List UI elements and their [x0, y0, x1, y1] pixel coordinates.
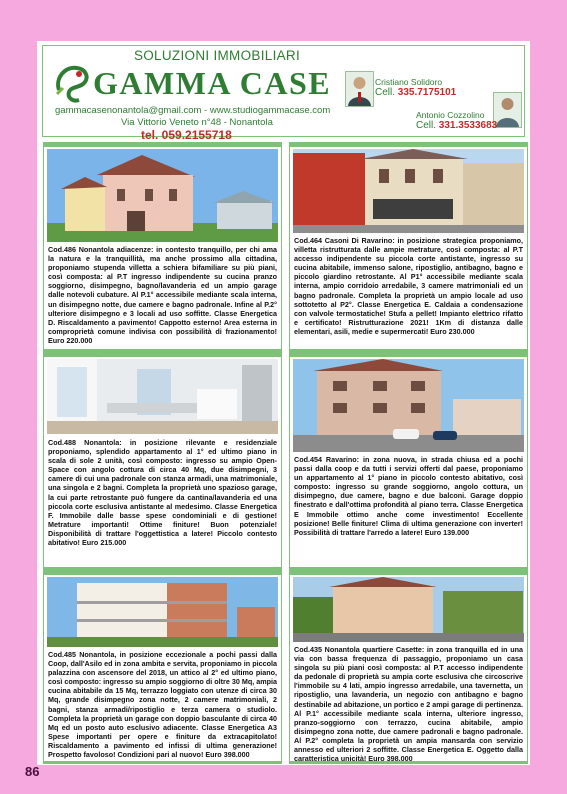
agency-subtitle: SOLUZIONI IMMOBILIARI: [133, 48, 301, 63]
agent-cell-label: Cell.: [375, 87, 396, 98]
listing-text: in contesto tranquillo, per chi ama la natura e la tranquillità, ma anche prossimo alla cittadina, proponiamo stupenda villetta a schiera bifamiliare su più piani, così composta: al P.T ingresso indipendente su cucina pranzo soggiorno, disimpegno, bagno/lavanderia ed un ampio garage dalle notevoli cubature. Al P.1° accessibile mediante scala interna, un disimpegno notte, due camere e bagno padronale. Infine al P.2° ulteriore disimpegno e 3 locali ad uso soffitte. Classe Energetica D. Riscaldamento a pavimento! Cappotto esterno! Area esterna in comproprietà comune indivisa con possibilità di frazionamento! Euro 220.000: [48, 245, 278, 345]
listing-description: [48, 438, 277, 547]
listing-card[interactable]: [289, 570, 528, 764]
listing-description: [48, 245, 277, 345]
agent-photo-avatar: [345, 71, 374, 107]
listing-text: in posizione eccezionale a pochi passi dalla Coop, dall'Asilo ed in zona ambita e servita, proponiamo in piccola palazzina con ascensore del 2018, un attico al 2° ed ultimo piano, così composto: ingresso su ampio soggiorno di oltre 30 Mq, ampia cucina abitabile da 15 Mq, terrazzo loggiato con utenze di circa 30 Mq, grande disimpegno zona notte, 2 camere matrimoniali, 2 bagni, stanza armadi/ripostiglio e terza camera o studiolo. Completa la proprietà un garage con doppio basculante di circa 40 Mq ed un posto auto esclusivo adiacente. Classe Energetica A3 Spese importanti per opere e finiture da extracapitolato! Riscaldamento a pavimento ed infissi di ultima generazione! Prospetto favoloso! Condizioni pari al nuovo! Euro 398.000: [48, 650, 277, 760]
chameleon-logo-icon: [53, 60, 91, 104]
agent-name: Cristiano Solidoro: [375, 77, 443, 87]
listing-code: Cod.454 Ravarino:: [294, 455, 360, 464]
listing-code: Cod.464 Casoni Di Ravarino:: [294, 236, 395, 245]
listing-card[interactable]: [43, 352, 282, 570]
listing-text: in zona tranquilla ed in una via con bassa frequenza di passaggio, proponiamo un casa singola su più piani così composta: al P.T accesso indipendente da pedonale di proprietà su ampia corte esclusiva che circoscrive l'immobile su 4 lati, ampio ingresso arredabile, una tavernetta, un ripostiglio, una lavanderia, un negozio con antibagno e bagno destinabile ad abitazione, un portico e 2 ampi garage di pertinenza. Al P.1° accessibile mediante scala interna, ulteriore ingresso, pranzo-soggiorno con terrazzo, cucina abitabile, ampio disimpegno zona notte, due camere padronali e bagno padronale. Al P.2° completa la proprietà un ampia mansarda con servizio annesso ed ulteriori 2 soffitte. Classe Energetica E. Oggetto dalla caratteristica unicità! Euro 398.000: [294, 645, 523, 764]
flyer-page: [37, 41, 530, 765]
agency-header: [42, 45, 525, 142]
listing-photo: [47, 577, 278, 647]
listing-description: [294, 645, 523, 763]
listing-card[interactable]: [43, 142, 282, 352]
agent-cell-number: 331.3533683: [438, 120, 498, 131]
listing-text: in posizione rilevante e residenziale proponiamo, splendido appartamento al 1° ed ultimo piano in scala di sole 2 unità, così composto: ingresso su ampio Open-Space con angolo cottura di circa 40 Mq, due disimpegni, 3 camere di cui una padronale con stanza armadi, una matrimoniale, una singola e 2 bagni. Completa la proprietà uno spazioso garage, la cui parte retrostante può fungere da cantina/lavanderia ed una piccola corte esclusiva antistante al medesimo. Classe Energetica F. Immobile dalle basse spese condominiali e di gestione! Metrature importanti! Ottime finiture! Buon potenziale! Disponibilità di trattare l'oggettistica a latere! Piccolo contesto abitativo! Euro 215.000: [48, 438, 277, 548]
listing-photo: [47, 149, 278, 242]
listing-photo: [293, 149, 524, 233]
listing-text: in posizione strategica proponiamo, villetta ristrutturata dalle ampie metrature, così composta: al P.T accesso indipendente su piccola corte antistante, ingresso su cucina abitabile, immenso salone, ripostiglio, antibagno, bagno e piccolo giardino retrostante. Al P1° accessibile mediante scala interna, ampio corridoio arredabile, 3 camere matrimoniali ed un bagno padronale. Completa la proprietà un ampio locale ad uso sottotetto al P2°. Classe Energetica E. Caldaia a condensazione con valvole termostatiche! Stufa a pellet! Impianto elettrico rifatto e certificato! Ristrutturazione 2021! 1Km di distanza dalle elementari, asili, medie e supermercati! Euro 230.000: [294, 236, 523, 336]
listing-card[interactable]: [43, 570, 282, 764]
listing-description: [294, 236, 523, 336]
listing-code: Cod.435 Nonantola quartiere Casette:: [294, 645, 425, 654]
listing-card[interactable]: [289, 142, 528, 352]
agency-phone[interactable]: tel. 059.2155718: [141, 128, 232, 142]
agent-cell[interactable]: [375, 87, 456, 98]
listing-code: Cod.485 Nonantola,: [48, 650, 117, 659]
agent-cell-label: Cell.: [416, 120, 437, 131]
listing-photo: [293, 577, 524, 642]
agent-photo-avatar: [493, 92, 522, 128]
listing-text: in zona nuova, in strada chiusa ed a pochi passi dalla coop e da tutti i servizi offerti dal paese, proponiamo un appartamento al 1° piano in piccolo contesto abitativo, così composto: ingresso su grande soggiorno, angolo cottura, un disimpegno, due camere, bagno e due balconi. Garage doppio finestrato e dall'ottima profondità al piano terra. Classe Energetica E Immobile ottimo anche come investimento! Eccellente posizione! Belle finiture! Clima di ultima generazione con inverter! Possibilità di trattare l'arredo a latere! Euro 139.000: [294, 455, 524, 537]
listing-code: Cod.486 Nonantola adiacenze:: [48, 245, 154, 254]
listing-card[interactable]: [289, 352, 528, 570]
agent-cell-number: 335.7175101: [397, 87, 457, 98]
listing-description: [294, 455, 523, 537]
listing-description: [48, 650, 277, 759]
agent-name: Antonio Cozzolino: [416, 110, 485, 120]
listing-photo: [47, 359, 278, 434]
agency-brand: GAMMA CASE: [93, 65, 332, 101]
agency-email-web[interactable]: gammacasenonantola@gmail.com - www.studiogammacase.com: [55, 105, 331, 116]
agent-cell[interactable]: [416, 120, 497, 131]
listing-code: Cod.488 Nonantola:: [48, 438, 122, 447]
page-number: 86: [25, 764, 40, 779]
listing-photo: [293, 359, 524, 452]
agency-address: Via Vittorio Veneto n°48 - Nonantola: [121, 117, 273, 128]
